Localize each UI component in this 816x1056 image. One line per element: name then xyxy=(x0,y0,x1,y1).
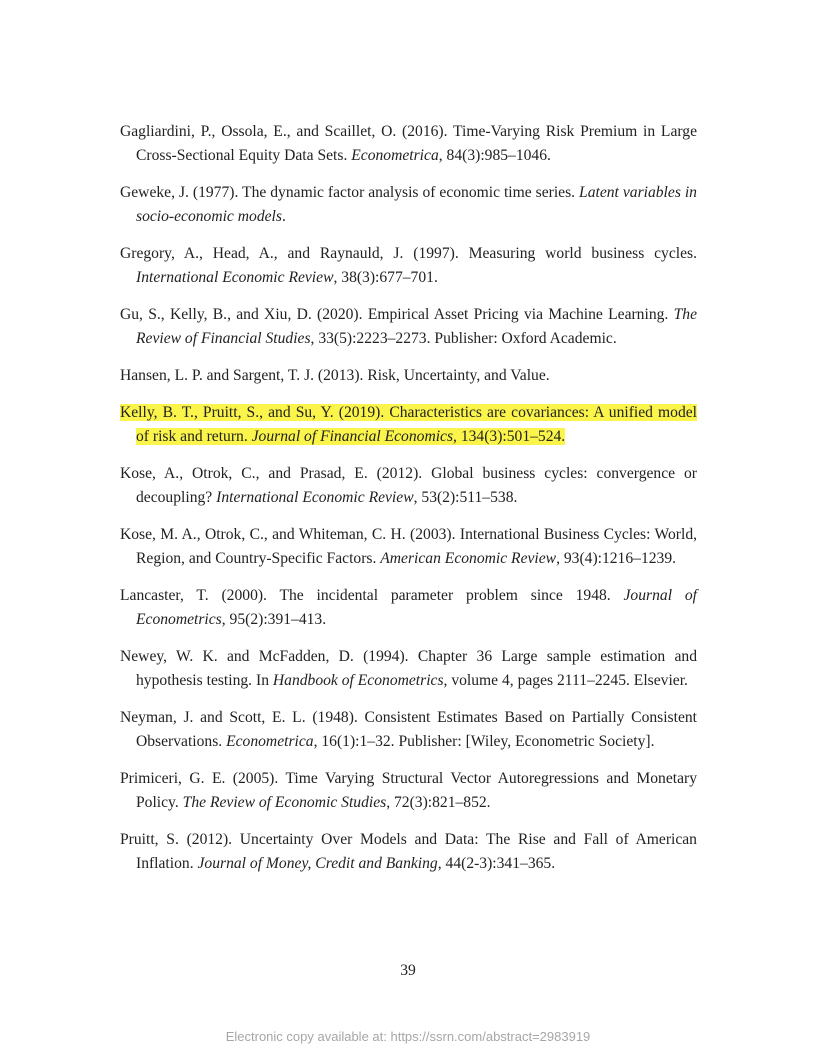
ref-venue: The Review of Financial Studies xyxy=(136,306,697,347)
ref-authors: Kose, A., Otrok, C., and Prasad, E. (2012). xyxy=(120,465,423,482)
ref-title: Consistent Estimates Based on Partially Consistent Observations. xyxy=(136,709,698,750)
highlight-mark xyxy=(120,404,697,445)
ref-details: , 53(2):511–538. xyxy=(413,489,518,506)
ref-title: The dynamic factor analysis of economic time series. xyxy=(242,184,576,201)
ssrn-footer-link[interactable]: Electronic copy available at: https://ssrn.com/abstract=2983919 xyxy=(225,1029,591,1044)
ref-authors: Gu, S., Kelly, B., and Xiu, D. (2020). xyxy=(120,306,363,323)
reference-item xyxy=(120,462,697,510)
ref-details: , volume 4, pages 2111–2245. Elsevier. xyxy=(443,672,688,689)
ref-authors: Neyman, J. and Scott, E. L. (1948). xyxy=(120,709,358,726)
ref-authors: Gregory, A., Head, A., and Raynauld, J. (1997). xyxy=(120,245,459,262)
reference-item xyxy=(120,242,697,290)
reference-item xyxy=(120,828,697,876)
ref-authors: Newey, W. K. and McFadden, D. (1994). xyxy=(120,648,409,665)
reference-item-highlighted xyxy=(120,401,697,449)
ref-title: Chapter 36 Large sample estimation and hypothesis testing. xyxy=(136,648,697,689)
ref-prefix: In xyxy=(256,672,273,689)
reference-item xyxy=(120,120,697,168)
reference-item xyxy=(120,364,697,388)
reference-item xyxy=(120,645,697,693)
ref-venue: Handbook of Econometrics xyxy=(272,672,444,689)
ref-title: Global business cycles: convergence or decoupling? xyxy=(136,465,697,506)
ref-venue: International Economic Review xyxy=(136,269,334,286)
ref-details: , 93(4):1216–1239. xyxy=(556,550,677,567)
ref-details: , 16(1):1–32. Publisher: [Wiley, Econometric Society]. xyxy=(313,733,655,750)
ref-authors: Primiceri, G. E. (2005). xyxy=(120,770,279,787)
ref-authors: Hansen, L. P. and Sargent, T. J. (2013). xyxy=(120,367,364,384)
ref-venue: American Economic Review xyxy=(380,550,557,567)
ref-authors: Kose, M. A., Otrok, C., and Whiteman, C. H. (2003). xyxy=(120,526,456,543)
reference-item xyxy=(120,181,697,229)
ref-authors: Gagliardini, P., Ossola, E., and Scaillet, O. (2016). xyxy=(120,123,448,140)
ref-authors: Pruitt, S. (2012). xyxy=(120,831,233,848)
ref-details: , 38(3):677–701. xyxy=(333,269,438,286)
ref-authors: Lancaster, T. (2000). xyxy=(120,587,267,604)
ref-venue: Journal of Money, Credit and Banking xyxy=(197,855,438,872)
page-number: 39 xyxy=(400,962,416,979)
ref-title: Uncertainty Over Models and Data: The Rise and Fall of American Inflation. xyxy=(136,831,697,872)
ref-venue: The Review of Economic Studies xyxy=(182,794,387,811)
ref-details: . xyxy=(281,208,286,225)
ref-details: , 72(3):821–852. xyxy=(386,794,491,811)
ref-title: Risk, Uncertainty, and Value. xyxy=(367,367,550,384)
reference-item xyxy=(120,523,697,571)
ref-details: , 84(3):985–1046. xyxy=(438,147,551,164)
ref-title: Empirical Asset Pricing via Machine Learning. xyxy=(367,306,669,323)
ref-title: Time Varying Structural Vector Autoregressions and Monetary Policy. xyxy=(136,770,697,811)
reference-item xyxy=(120,706,697,754)
ref-venue: Journal of Econometrics xyxy=(136,587,697,628)
ref-title: Measuring world business cycles. xyxy=(468,245,697,262)
ref-title: Time-Varying Risk Premium in Large Cross-Sectional Equity Data Sets. xyxy=(136,123,697,164)
ref-venue: Latent variables in socio-economic models xyxy=(136,184,697,225)
ref-title: The incidental parameter problem since 1948. xyxy=(279,587,611,604)
ref-details: , 44(2-3):341–365. xyxy=(437,855,556,872)
ref-title: International Business Cycles: World, Region, and Country-Specific Factors. xyxy=(136,526,698,567)
ref-venue: International Economic Review xyxy=(216,489,414,506)
ref-authors: Geweke, J. (1977). xyxy=(120,184,239,201)
ref-authors: Kelly, B. T., Pruitt, S., and Su, Y. (2019). xyxy=(120,404,385,421)
ref-details: , 134(3):501–524. xyxy=(453,428,566,445)
reference-list xyxy=(120,120,697,889)
ref-details: , 33(5):2223–2273. Publisher: Oxford Academic. xyxy=(310,330,617,347)
reference-item xyxy=(120,767,697,815)
ref-details: , 95(2):391–413. xyxy=(221,611,327,628)
ref-venue: Journal of Financial Economics xyxy=(251,428,454,445)
ref-venue: Econometrica xyxy=(226,733,314,750)
ref-title: Characteristics are covariances: A unified model of risk and return. xyxy=(136,404,697,445)
reference-item xyxy=(120,303,697,351)
reference-item xyxy=(120,584,697,632)
ref-venue: Econometrica xyxy=(351,147,439,164)
